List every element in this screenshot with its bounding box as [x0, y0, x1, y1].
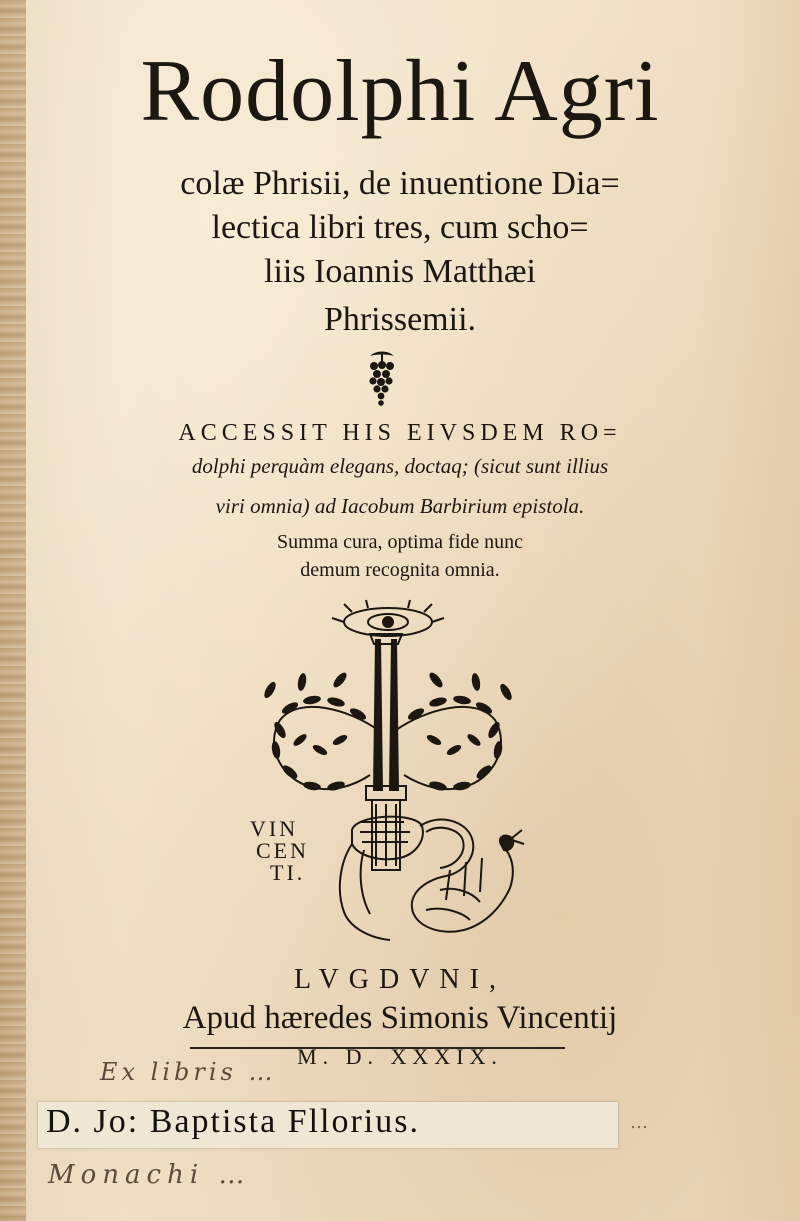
book-spine-edge	[0, 0, 26, 1221]
imprint-city: LVGDVNI,	[294, 964, 506, 995]
title-main: Rodolphi Agri	[140, 43, 660, 140]
title-line-4: liis Ioannis Matthæi	[264, 253, 536, 290]
accessit-line: ACCESSIT HIS EIVSDEM RO=	[178, 420, 622, 446]
grape-ornament-icon	[362, 350, 402, 410]
summa-line-1: Summa cura, optima fide nunc	[276, 531, 524, 553]
imprint-year: M. D. XXXIX.	[297, 1044, 503, 1069]
handwritten-owner-suffix: …	[630, 1112, 650, 1133]
handwritten-provenance-line-3: Monachi …	[48, 1160, 251, 1190]
title-line-5: Phrissemii.	[323, 301, 477, 338]
imprint-printer: Apud hæredes Simonis Vincentij	[182, 1000, 618, 1036]
title-line-3: lectica libri tres, cum scho=	[211, 209, 589, 246]
printers-device-woodcut	[240, 600, 530, 950]
title-line-2: colæ Phrisii, de inuentione Dia=	[180, 165, 620, 202]
device-motto-line-3: TI.	[270, 860, 306, 885]
handwritten-provenance-line-1: Ex libris …	[100, 1058, 277, 1086]
device-motto-line-2: CEN	[256, 838, 309, 863]
summa-line-2: demum recognita omnia.	[300, 559, 500, 581]
accessit-italic-line-2: viri omnia) ad Iacobum Barbirium epistola.	[215, 494, 585, 518]
owner-name: D. Jo: Baptista Fllorius.	[46, 1103, 420, 1140]
accessit-italic-line-1: dolphi perquàm elegans, doctaq; (sicut sunt illius	[191, 454, 609, 478]
device-motto-line-1: VIN	[250, 816, 299, 841]
